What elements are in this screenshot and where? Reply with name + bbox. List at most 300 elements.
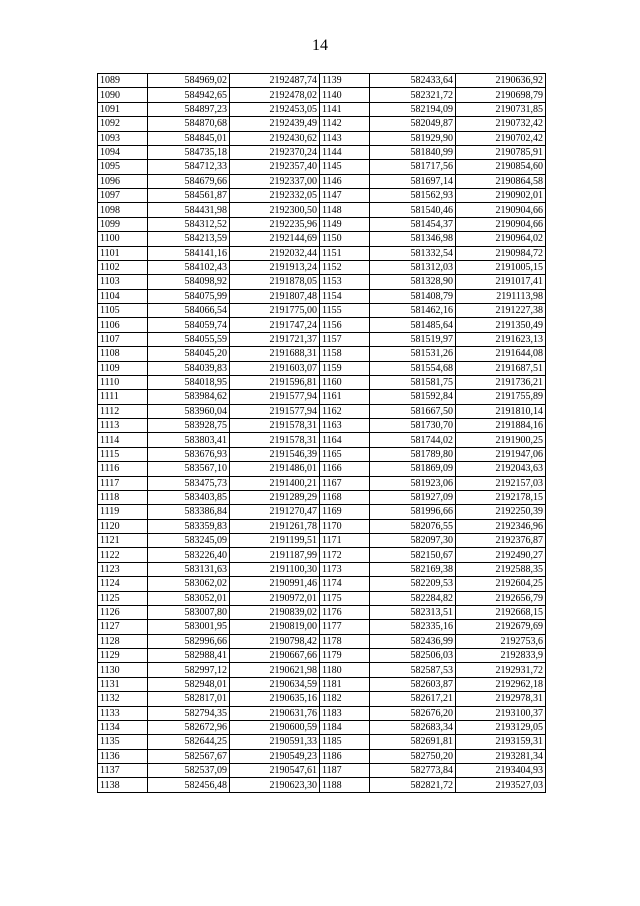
point-number-cell: 1187 xyxy=(320,764,370,778)
y-coordinate-cell: 2192346,96 xyxy=(456,519,546,533)
y-coordinate-cell: 2191596,81 xyxy=(230,375,320,389)
x-coordinate-cell: 584431,98 xyxy=(148,203,230,217)
point-number-cell: 1144 xyxy=(320,145,370,159)
x-coordinate-cell: 584969,02 xyxy=(148,74,230,88)
table-row xyxy=(98,591,546,605)
y-coordinate-cell: 2191289,29 xyxy=(230,490,320,504)
point-number-cell: 1160 xyxy=(320,375,370,389)
x-coordinate-cell: 584098,92 xyxy=(148,275,230,289)
point-number-cell: 1097 xyxy=(98,189,148,203)
x-coordinate-cell: 582076,55 xyxy=(370,519,456,533)
x-coordinate-cell: 584066,54 xyxy=(148,304,230,318)
y-coordinate-cell: 2192753,6 xyxy=(456,634,546,648)
y-coordinate-cell: 2190972,01 xyxy=(230,591,320,605)
y-coordinate-cell: 2190623,30 xyxy=(230,778,320,792)
x-coordinate-cell: 582567,67 xyxy=(148,749,230,763)
x-coordinate-cell: 582988,41 xyxy=(148,649,230,663)
point-number-cell: 1175 xyxy=(320,591,370,605)
point-number-cell: 1179 xyxy=(320,649,370,663)
x-coordinate-cell: 581454,37 xyxy=(370,217,456,231)
y-coordinate-cell: 2191261,78 xyxy=(230,519,320,533)
x-coordinate-cell: 584942,65 xyxy=(148,88,230,102)
point-number-cell: 1186 xyxy=(320,749,370,763)
y-coordinate-cell: 2191486,01 xyxy=(230,462,320,476)
x-coordinate-cell: 583386,84 xyxy=(148,505,230,519)
point-number-cell: 1180 xyxy=(320,663,370,677)
x-coordinate-cell: 583567,10 xyxy=(148,462,230,476)
y-coordinate-cell: 2190839,02 xyxy=(230,605,320,619)
x-coordinate-cell: 584845,01 xyxy=(148,131,230,145)
table-row xyxy=(98,735,546,749)
table-row xyxy=(98,246,546,260)
x-coordinate-cell: 581697,14 xyxy=(370,174,456,188)
y-coordinate-cell: 2190634,59 xyxy=(230,677,320,691)
table-row xyxy=(98,74,546,88)
x-coordinate-cell: 581408,79 xyxy=(370,289,456,303)
table-row xyxy=(98,318,546,332)
y-coordinate-cell: 2191578,31 xyxy=(230,419,320,433)
y-coordinate-cell: 2190631,76 xyxy=(230,706,320,720)
point-number-cell: 1107 xyxy=(98,332,148,346)
page-number: 14 xyxy=(312,37,328,54)
y-coordinate-cell: 2192453,05 xyxy=(230,102,320,116)
y-coordinate-cell: 2190731,85 xyxy=(456,102,546,116)
table-row xyxy=(98,562,546,576)
x-coordinate-cell: 582691,81 xyxy=(370,735,456,749)
y-coordinate-cell: 2192656,79 xyxy=(456,591,546,605)
y-coordinate-cell: 2190621,98 xyxy=(230,663,320,677)
point-number-cell: 1159 xyxy=(320,361,370,375)
x-coordinate-cell: 583052,01 xyxy=(148,591,230,605)
x-coordinate-cell: 581328,90 xyxy=(370,275,456,289)
point-number-cell: 1174 xyxy=(320,577,370,591)
point-number-cell: 1163 xyxy=(320,419,370,433)
table-row xyxy=(98,720,546,734)
x-coordinate-cell: 582049,87 xyxy=(370,117,456,131)
x-coordinate-cell: 583226,40 xyxy=(148,548,230,562)
x-coordinate-cell: 583475,73 xyxy=(148,476,230,490)
point-number-cell: 1164 xyxy=(320,433,370,447)
point-number-cell: 1137 xyxy=(98,764,148,778)
y-coordinate-cell: 2191577,94 xyxy=(230,390,320,404)
y-coordinate-cell: 2190702,42 xyxy=(456,131,546,145)
table-row xyxy=(98,332,546,346)
y-coordinate-cell: 2191400,21 xyxy=(230,476,320,490)
table-row xyxy=(98,519,546,533)
point-number-cell: 1089 xyxy=(98,74,148,88)
x-coordinate-cell: 582587,53 xyxy=(370,663,456,677)
table-row xyxy=(98,160,546,174)
point-number-cell: 1093 xyxy=(98,131,148,145)
table-row xyxy=(98,88,546,102)
point-number-cell: 1092 xyxy=(98,117,148,131)
y-coordinate-cell: 2191736,21 xyxy=(456,375,546,389)
x-coordinate-cell: 581462,16 xyxy=(370,304,456,318)
point-number-cell: 1153 xyxy=(320,275,370,289)
y-coordinate-cell: 2192178,15 xyxy=(456,490,546,504)
table-row xyxy=(98,304,546,318)
y-coordinate-cell: 2191113,98 xyxy=(456,289,546,303)
x-coordinate-cell: 584312,52 xyxy=(148,217,230,231)
y-coordinate-cell: 2193527,03 xyxy=(456,778,546,792)
y-coordinate-cell: 2192604,25 xyxy=(456,577,546,591)
point-number-cell: 1151 xyxy=(320,246,370,260)
y-coordinate-cell: 2192430,62 xyxy=(230,131,320,145)
point-number-cell: 1183 xyxy=(320,706,370,720)
y-coordinate-cell: 2190904,66 xyxy=(456,203,546,217)
x-coordinate-cell: 584045,20 xyxy=(148,347,230,361)
y-coordinate-cell: 2193159,31 xyxy=(456,735,546,749)
point-number-cell: 1126 xyxy=(98,605,148,619)
point-number-cell: 1138 xyxy=(98,778,148,792)
table-row xyxy=(98,764,546,778)
point-number-cell: 1122 xyxy=(98,548,148,562)
y-coordinate-cell: 2191577,94 xyxy=(230,404,320,418)
y-coordinate-cell: 2192376,87 xyxy=(456,534,546,548)
point-number-cell: 1152 xyxy=(320,260,370,274)
y-coordinate-cell: 2191227,38 xyxy=(456,304,546,318)
y-coordinate-cell: 2190785,91 xyxy=(456,145,546,159)
y-coordinate-cell: 2191199,51 xyxy=(230,534,320,548)
y-coordinate-cell: 2192962,18 xyxy=(456,677,546,691)
y-coordinate-cell: 2191578,31 xyxy=(230,433,320,447)
x-coordinate-cell: 581869,09 xyxy=(370,462,456,476)
point-number-cell: 1132 xyxy=(98,692,148,706)
table-row xyxy=(98,490,546,504)
x-coordinate-cell: 583007,80 xyxy=(148,605,230,619)
y-coordinate-cell: 2190732,42 xyxy=(456,117,546,131)
x-coordinate-cell: 582194,09 xyxy=(370,102,456,116)
y-coordinate-cell: 2192235,96 xyxy=(230,217,320,231)
point-number-cell: 1181 xyxy=(320,677,370,691)
x-coordinate-cell: 583001,95 xyxy=(148,620,230,634)
x-coordinate-cell: 581667,50 xyxy=(370,404,456,418)
point-number-cell: 1150 xyxy=(320,232,370,246)
table-row xyxy=(98,390,546,404)
point-number-cell: 1155 xyxy=(320,304,370,318)
y-coordinate-cell: 2192478,02 xyxy=(230,88,320,102)
y-coordinate-cell: 2190798,42 xyxy=(230,634,320,648)
y-coordinate-cell: 2191947,06 xyxy=(456,447,546,461)
point-number-cell: 1142 xyxy=(320,117,370,131)
x-coordinate-cell: 583245,09 xyxy=(148,534,230,548)
point-number-cell: 1136 xyxy=(98,749,148,763)
table-row xyxy=(98,706,546,720)
point-number-cell: 1090 xyxy=(98,88,148,102)
point-number-cell: 1141 xyxy=(320,102,370,116)
y-coordinate-cell: 2191688,31 xyxy=(230,347,320,361)
x-coordinate-cell: 582506,03 xyxy=(370,649,456,663)
point-number-cell: 1157 xyxy=(320,332,370,346)
table-row xyxy=(98,203,546,217)
point-number-cell: 1178 xyxy=(320,634,370,648)
point-number-cell: 1176 xyxy=(320,605,370,619)
point-number-cell: 1173 xyxy=(320,562,370,576)
table-row xyxy=(98,577,546,591)
table-row xyxy=(98,275,546,289)
table-row xyxy=(98,749,546,763)
table-row xyxy=(98,117,546,131)
point-number-cell: 1113 xyxy=(98,419,148,433)
y-coordinate-cell: 2192931,72 xyxy=(456,663,546,677)
y-coordinate-cell: 2190547,61 xyxy=(230,764,320,778)
x-coordinate-cell: 581717,56 xyxy=(370,160,456,174)
y-coordinate-cell: 2191350,49 xyxy=(456,318,546,332)
y-coordinate-cell: 2190902,01 xyxy=(456,189,546,203)
x-coordinate-cell: 581540,46 xyxy=(370,203,456,217)
x-coordinate-cell: 582996,66 xyxy=(148,634,230,648)
table-row xyxy=(98,232,546,246)
x-coordinate-cell: 584213,59 xyxy=(148,232,230,246)
point-number-cell: 1123 xyxy=(98,562,148,576)
y-coordinate-cell: 2191878,05 xyxy=(230,275,320,289)
point-number-cell: 1171 xyxy=(320,534,370,548)
point-number-cell: 1133 xyxy=(98,706,148,720)
x-coordinate-cell: 582773,84 xyxy=(370,764,456,778)
point-number-cell: 1128 xyxy=(98,634,148,648)
x-coordinate-cell: 581840,99 xyxy=(370,145,456,159)
point-number-cell: 1094 xyxy=(98,145,148,159)
y-coordinate-cell: 2192032,44 xyxy=(230,246,320,260)
x-coordinate-cell: 584102,43 xyxy=(148,260,230,274)
y-coordinate-cell: 2191100,30 xyxy=(230,562,320,576)
point-number-cell: 1135 xyxy=(98,735,148,749)
point-number-cell: 1102 xyxy=(98,260,148,274)
x-coordinate-cell: 582683,34 xyxy=(370,720,456,734)
x-coordinate-cell: 582821,72 xyxy=(370,778,456,792)
table-row xyxy=(98,505,546,519)
y-coordinate-cell: 2192370,24 xyxy=(230,145,320,159)
table-row xyxy=(98,476,546,490)
point-number-cell: 1162 xyxy=(320,404,370,418)
y-coordinate-cell: 2191807,48 xyxy=(230,289,320,303)
y-coordinate-cell: 2190549,23 xyxy=(230,749,320,763)
y-coordinate-cell: 2191721,37 xyxy=(230,332,320,346)
x-coordinate-cell: 584141,16 xyxy=(148,246,230,260)
point-number-cell: 1099 xyxy=(98,217,148,231)
y-coordinate-cell: 2192588,35 xyxy=(456,562,546,576)
table-row xyxy=(98,145,546,159)
y-coordinate-cell: 2192357,40 xyxy=(230,160,320,174)
table-row xyxy=(98,634,546,648)
x-coordinate-cell: 581730,70 xyxy=(370,419,456,433)
table-row xyxy=(98,548,546,562)
x-coordinate-cell: 582335,16 xyxy=(370,620,456,634)
x-coordinate-cell: 582433,64 xyxy=(370,74,456,88)
y-coordinate-cell: 2192490,27 xyxy=(456,548,546,562)
y-coordinate-cell: 2190591,33 xyxy=(230,735,320,749)
point-number-cell: 1139 xyxy=(320,74,370,88)
point-number-cell: 1125 xyxy=(98,591,148,605)
y-coordinate-cell: 2191017,41 xyxy=(456,275,546,289)
y-coordinate-cell: 2191884,16 xyxy=(456,419,546,433)
x-coordinate-cell: 582209,53 xyxy=(370,577,456,591)
point-number-cell: 1120 xyxy=(98,519,148,533)
point-number-cell: 1095 xyxy=(98,160,148,174)
table-row xyxy=(98,289,546,303)
y-coordinate-cell: 2190984,72 xyxy=(456,246,546,260)
table-row xyxy=(98,189,546,203)
point-number-cell: 1167 xyxy=(320,476,370,490)
point-number-cell: 1105 xyxy=(98,304,148,318)
y-coordinate-cell: 2190635,16 xyxy=(230,692,320,706)
point-number-cell: 1143 xyxy=(320,131,370,145)
point-number-cell: 1170 xyxy=(320,519,370,533)
y-coordinate-cell: 2192487,74 xyxy=(230,74,320,88)
point-number-cell: 1096 xyxy=(98,174,148,188)
y-coordinate-cell: 2191546,39 xyxy=(230,447,320,461)
x-coordinate-cell: 581927,09 xyxy=(370,490,456,504)
x-coordinate-cell: 581592,84 xyxy=(370,390,456,404)
x-coordinate-cell: 582313,51 xyxy=(370,605,456,619)
x-coordinate-cell: 584075,99 xyxy=(148,289,230,303)
x-coordinate-cell: 582436,99 xyxy=(370,634,456,648)
y-coordinate-cell: 2190698,79 xyxy=(456,88,546,102)
table-row xyxy=(98,375,546,389)
y-coordinate-cell: 2190600,59 xyxy=(230,720,320,734)
x-coordinate-cell: 581312,03 xyxy=(370,260,456,274)
table-row xyxy=(98,778,546,792)
point-number-cell: 1121 xyxy=(98,534,148,548)
y-coordinate-cell: 2191644,08 xyxy=(456,347,546,361)
x-coordinate-cell: 583803,41 xyxy=(148,433,230,447)
table-row xyxy=(98,131,546,145)
x-coordinate-cell: 583131,63 xyxy=(148,562,230,576)
y-coordinate-cell: 2190854,60 xyxy=(456,160,546,174)
y-coordinate-cell: 2191913,24 xyxy=(230,260,320,274)
point-number-cell: 1124 xyxy=(98,577,148,591)
point-number-cell: 1184 xyxy=(320,720,370,734)
point-number-cell: 1166 xyxy=(320,462,370,476)
point-number-cell: 1114 xyxy=(98,433,148,447)
table-row xyxy=(98,620,546,634)
x-coordinate-cell: 582321,72 xyxy=(370,88,456,102)
point-number-cell: 1108 xyxy=(98,347,148,361)
point-number-cell: 1131 xyxy=(98,677,148,691)
x-coordinate-cell: 582456,48 xyxy=(148,778,230,792)
y-coordinate-cell: 2190964,02 xyxy=(456,232,546,246)
x-coordinate-cell: 584561,87 xyxy=(148,189,230,203)
x-coordinate-cell: 581332,54 xyxy=(370,246,456,260)
x-coordinate-cell: 583960,04 xyxy=(148,404,230,418)
x-coordinate-cell: 581929,90 xyxy=(370,131,456,145)
point-number-cell: 1134 xyxy=(98,720,148,734)
point-number-cell: 1182 xyxy=(320,692,370,706)
y-coordinate-cell: 2191755,89 xyxy=(456,390,546,404)
point-number-cell: 1130 xyxy=(98,663,148,677)
table-row xyxy=(98,404,546,418)
x-coordinate-cell: 581744,02 xyxy=(370,433,456,447)
point-number-cell: 1110 xyxy=(98,375,148,389)
table-row xyxy=(98,649,546,663)
x-coordinate-cell: 582537,09 xyxy=(148,764,230,778)
x-coordinate-cell: 582794,35 xyxy=(148,706,230,720)
x-coordinate-cell: 584018,95 xyxy=(148,375,230,389)
y-coordinate-cell: 2192332,05 xyxy=(230,189,320,203)
point-number-cell: 1127 xyxy=(98,620,148,634)
point-number-cell: 1146 xyxy=(320,174,370,188)
x-coordinate-cell: 584897,23 xyxy=(148,102,230,116)
x-coordinate-cell: 581562,93 xyxy=(370,189,456,203)
table-row xyxy=(98,677,546,691)
point-number-cell: 1106 xyxy=(98,318,148,332)
point-number-cell: 1112 xyxy=(98,404,148,418)
x-coordinate-cell: 582284,82 xyxy=(370,591,456,605)
point-number-cell: 1161 xyxy=(320,390,370,404)
y-coordinate-cell: 2193281,34 xyxy=(456,749,546,763)
point-number-cell: 1169 xyxy=(320,505,370,519)
point-number-cell: 1115 xyxy=(98,447,148,461)
x-coordinate-cell: 582948,01 xyxy=(148,677,230,691)
x-coordinate-cell: 582603,87 xyxy=(370,677,456,691)
point-number-cell: 1103 xyxy=(98,275,148,289)
point-number-cell: 1118 xyxy=(98,490,148,504)
y-coordinate-cell: 2192439,49 xyxy=(230,117,320,131)
table-row xyxy=(98,419,546,433)
point-number-cell: 1177 xyxy=(320,620,370,634)
y-coordinate-cell: 2192144,69 xyxy=(230,232,320,246)
y-coordinate-cell: 2192679,69 xyxy=(456,620,546,634)
y-coordinate-cell: 2191775,00 xyxy=(230,304,320,318)
x-coordinate-cell: 584679,66 xyxy=(148,174,230,188)
x-coordinate-cell: 581923,06 xyxy=(370,476,456,490)
y-coordinate-cell: 2191900,25 xyxy=(456,433,546,447)
x-coordinate-cell: 584712,33 xyxy=(148,160,230,174)
x-coordinate-cell: 584055,59 xyxy=(148,332,230,346)
point-number-cell: 1129 xyxy=(98,649,148,663)
point-number-cell: 1116 xyxy=(98,462,148,476)
y-coordinate-cell: 2192157,03 xyxy=(456,476,546,490)
x-coordinate-cell: 582617,21 xyxy=(370,692,456,706)
table-row xyxy=(98,663,546,677)
x-coordinate-cell: 582169,38 xyxy=(370,562,456,576)
x-coordinate-cell: 582672,96 xyxy=(148,720,230,734)
x-coordinate-cell: 583403,85 xyxy=(148,490,230,504)
point-number-cell: 1119 xyxy=(98,505,148,519)
table-row xyxy=(98,361,546,375)
table-row xyxy=(98,447,546,461)
y-coordinate-cell: 2190636,92 xyxy=(456,74,546,88)
x-coordinate-cell: 581485,64 xyxy=(370,318,456,332)
point-number-cell: 1101 xyxy=(98,246,148,260)
y-coordinate-cell: 2190991,46 xyxy=(230,577,320,591)
point-number-cell: 1140 xyxy=(320,88,370,102)
x-coordinate-cell: 582997,12 xyxy=(148,663,230,677)
point-number-cell: 1172 xyxy=(320,548,370,562)
point-number-cell: 1165 xyxy=(320,447,370,461)
point-number-cell: 1145 xyxy=(320,160,370,174)
point-number-cell: 1147 xyxy=(320,189,370,203)
point-number-cell: 1111 xyxy=(98,390,148,404)
y-coordinate-cell: 2191187,99 xyxy=(230,548,320,562)
y-coordinate-cell: 2191747,24 xyxy=(230,318,320,332)
table-row xyxy=(98,433,546,447)
y-coordinate-cell: 2192300,50 xyxy=(230,203,320,217)
y-coordinate-cell: 2192250,39 xyxy=(456,505,546,519)
table-row xyxy=(98,260,546,274)
point-number-cell: 1156 xyxy=(320,318,370,332)
y-coordinate-cell: 2191623,13 xyxy=(456,332,546,346)
table-row xyxy=(98,347,546,361)
table-row xyxy=(98,102,546,116)
x-coordinate-cell: 581531,26 xyxy=(370,347,456,361)
y-coordinate-cell: 2191687,51 xyxy=(456,361,546,375)
x-coordinate-cell: 584059,74 xyxy=(148,318,230,332)
point-number-cell: 1168 xyxy=(320,490,370,504)
point-number-cell: 1100 xyxy=(98,232,148,246)
y-coordinate-cell: 2190819,00 xyxy=(230,620,320,634)
point-number-cell: 1109 xyxy=(98,361,148,375)
